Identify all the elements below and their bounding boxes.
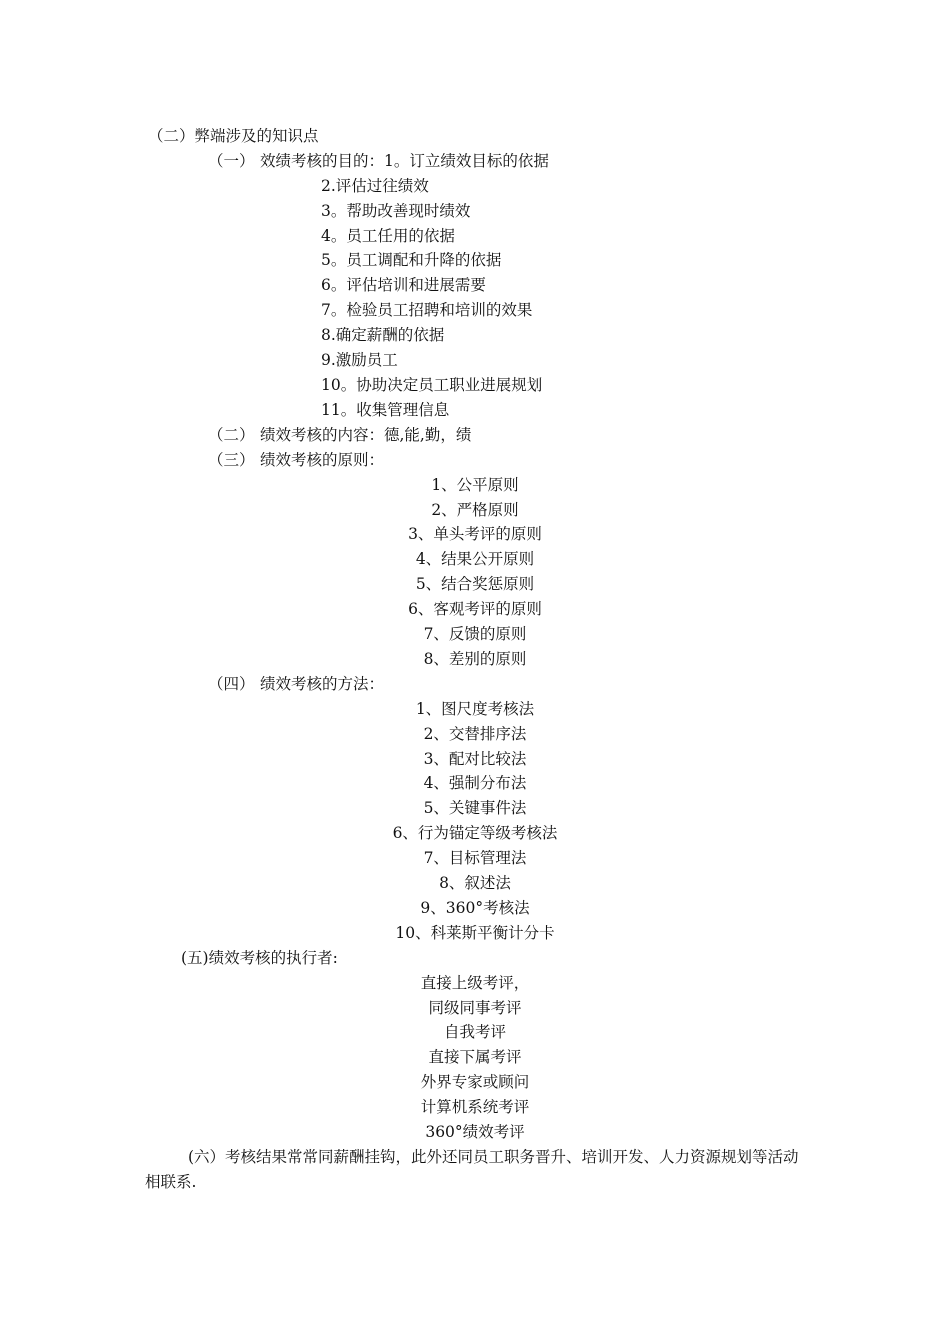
executor-item: 直接上级考评， (420, 974, 530, 992)
principle-item: 7、反馈的原则 (423, 625, 527, 643)
principle-item: 8、差别的原则 (423, 650, 527, 668)
method-item: 2、交替排序法 (423, 725, 527, 743)
principle-item: 3、单头考评的原则 (408, 525, 542, 543)
principles-label: （三） (208, 451, 255, 469)
closing-paragraph (145, 1145, 810, 1195)
method-item: 9、360°考核法 (420, 899, 530, 917)
purpose-item: 6。评估培训和进展需要 (321, 276, 486, 294)
method-item: 7、目标管理法 (423, 849, 527, 867)
purpose-item: 5。员工调配和升降的依据 (321, 251, 502, 269)
executors-heading: (五)绩效考核的执行者: (181, 949, 338, 967)
purpose-item: 11。收集管理信息 (321, 401, 450, 419)
executor-item: 360°绩效考评 (425, 1123, 525, 1141)
purpose-heading-line (208, 149, 549, 174)
method-item: 4、强制分布法 (423, 774, 527, 792)
content-text: 绩效考核的内容：德,能,勤，绩 (260, 426, 472, 444)
content-label: （二） (208, 426, 255, 444)
executor-item: 直接下属考评 (428, 1048, 522, 1066)
purpose-item: 10。协助决定员工职业进展规划 (321, 376, 543, 394)
executor-item: 同级同事考评 (428, 999, 522, 1017)
purpose-item: 4。员工任用的依据 (321, 227, 455, 245)
purpose-item: 2.评估过往绩效 (321, 177, 429, 195)
content-line (208, 423, 471, 448)
method-item: 3、配对比较法 (423, 750, 527, 768)
methods-label: （四） (208, 675, 255, 693)
executor-item: 外界专家或顾问 (420, 1073, 530, 1091)
section-title: （二）弊端涉及的知识点 (148, 127, 319, 145)
methods-heading: 绩效考核的方法： (260, 675, 385, 693)
executor-item: 计算机系统考评 (420, 1098, 530, 1116)
method-item: 6、行为锚定等级考核法 (392, 824, 558, 842)
principles-heading-line (208, 448, 384, 473)
purpose-item: 8.确定薪酬的依据 (321, 326, 445, 344)
purpose-label: （一） (208, 152, 255, 170)
principle-item: 5、结合奖惩原则 (415, 575, 535, 593)
principle-item: 6、客观考评的原则 (408, 600, 542, 618)
method-item: 5、关键事件法 (423, 799, 527, 817)
purpose-item: 3。帮助改善现时绩效 (321, 202, 471, 220)
principle-item: 4、结果公开原则 (415, 550, 535, 568)
principle-item: 2、严格原则 (431, 501, 519, 519)
closing-text: (六）考核结果常常同薪酬挂钩，此外还同员工职务晋升、培训开发、人力资源规划等活动相联系. (145, 1148, 799, 1191)
principle-item: 1、公平原则 (431, 476, 519, 494)
principles-heading: 绩效考核的原则： (260, 451, 385, 469)
executor-item: 自我考评 (443, 1023, 506, 1041)
method-item: 10、科莱斯平衡计分卡 (395, 924, 555, 942)
methods-heading-line (208, 672, 384, 697)
method-item: 8、叙述法 (439, 874, 511, 892)
purpose-item: 9.激励员工 (321, 351, 398, 369)
purpose-heading: 效绩考核的目的：1。订立绩效目标的依据 (260, 152, 549, 170)
method-item: 1、图尺度考核法 (415, 700, 535, 718)
purpose-item: 7。检验员工招聘和培训的效果 (321, 301, 533, 319)
